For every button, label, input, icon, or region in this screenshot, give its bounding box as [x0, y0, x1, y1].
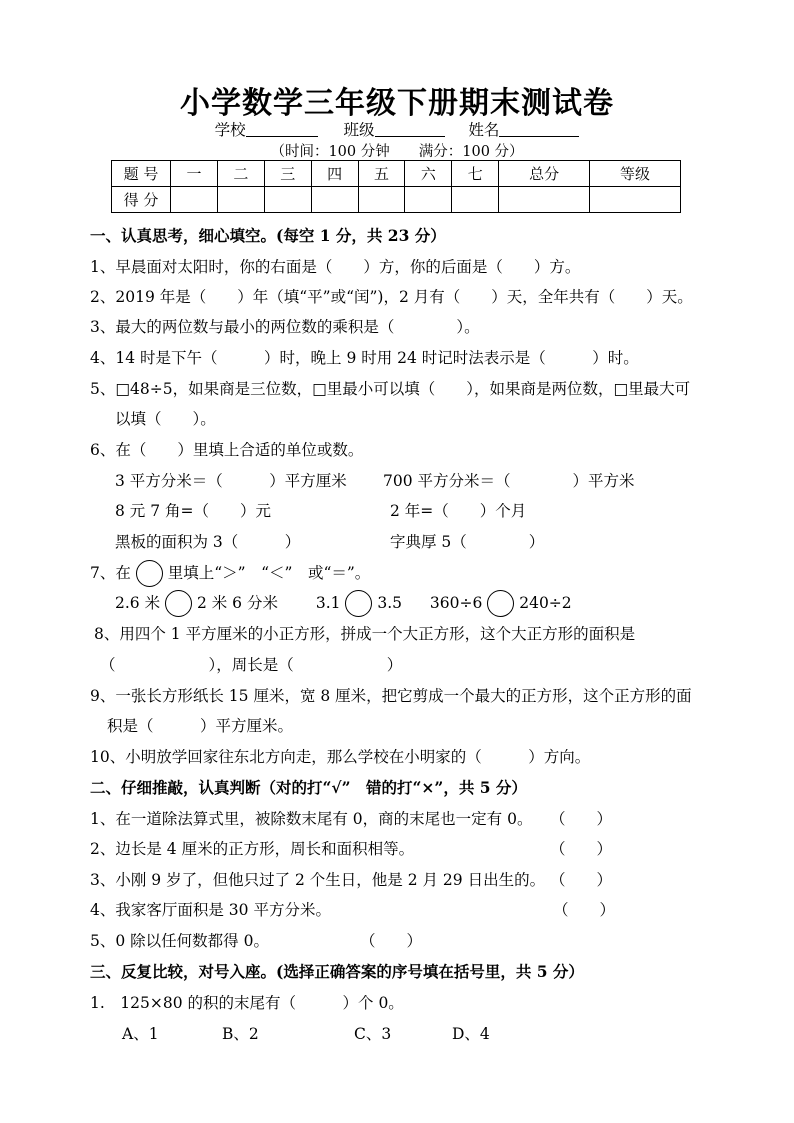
compare-right: 240÷2 [519, 594, 572, 612]
question: 5、0 除以任何数都得 0。 [90, 932, 269, 950]
question: 1、早晨面对太阳时，你的右面是（ ）方，你的后面是（ ）方。 [90, 258, 581, 276]
time-score-note: （时间：100 分钟 满分：100 分） [270, 144, 524, 160]
score-table [111, 160, 681, 213]
question: 2、2019 年是（ ）年（填“平”或“闰”)，2 月有（ ）天，全年共有（ ）天。 [90, 288, 693, 306]
score-entry-cell[interactable] [358, 187, 405, 213]
score-table-cell: 一 [171, 161, 218, 187]
option: B、2 [222, 1025, 259, 1043]
section1-header: 一、认真思考，细心填空。(每空 1 分，共 23 分） [90, 226, 446, 245]
compare-left: 3.1 [315, 594, 341, 612]
score-table-cell: 七 [452, 161, 499, 187]
answer-paren[interactable]: （ ） [360, 932, 423, 950]
score-entry-cell[interactable] [171, 187, 218, 213]
compare-right: 3.5 [377, 594, 403, 612]
option: A、1 [122, 1025, 159, 1043]
score-table-cell: 等级 [590, 161, 681, 187]
question: 8、用四个 1 平方厘米的小正方形，拼成一个大正方形，这个大正方形的面积是 [94, 625, 636, 643]
question: 9、一张长方形纸长 15 厘米，宽 8 厘米，把它剪成一个最大的正方形，这个正方形的面 [90, 687, 692, 705]
class-label: 班级 [343, 121, 375, 139]
compare-left: 2.6 米 [115, 594, 161, 612]
question: 2、边长是 4 厘米的正方形，周长和面积相等。 [90, 840, 415, 858]
option: D、4 [452, 1025, 490, 1043]
score-entry-cell[interactable] [217, 187, 264, 213]
sub-question: 字典厚 5（ ） [390, 533, 545, 551]
question: 10、小明放学回家往东北方向走，那么学校在小明家的（ ）方向。 [90, 748, 591, 766]
question: 3、最大的两位数与最小的两位数的乘积是（ ）。 [90, 318, 480, 336]
question-continued: 以填（ ）。 [115, 410, 216, 428]
question-continued: （ ），周长是（ ） [100, 656, 403, 674]
question-continued: 积是（ ）平方厘米。 [107, 717, 294, 735]
answer-circle[interactable] [487, 590, 514, 617]
section2-header: 二、仔细推敲，认真判断（对的打“√” 错的打“×”，共 5 分） [90, 778, 527, 797]
sub-question: 700 平方分米＝（ ）平方米 [383, 472, 635, 490]
question [90, 560, 370, 587]
comparison-circle-icon [136, 560, 163, 587]
sub-question: 黑板的面积为 3（ ） [115, 533, 301, 551]
score-entry-cell[interactable] [405, 187, 452, 213]
answer-paren[interactable]: （ ） [550, 840, 613, 858]
score-entry-cell[interactable] [590, 187, 681, 213]
score-table-cell: 题 号 [112, 161, 171, 187]
sub-question: 3 平方分米＝（ ）平方厘米 [115, 472, 347, 490]
score-table-cell: 二 [217, 161, 264, 187]
score-entry-cell[interactable] [499, 187, 590, 213]
answer-circle[interactable] [165, 590, 192, 617]
score-table-cell: 五 [358, 161, 405, 187]
q7-prefix: 7、在 [90, 564, 131, 582]
answer-paren[interactable]: （ ） [550, 871, 613, 889]
student-info-line [0, 118, 794, 140]
score-table-cell: 三 [264, 161, 311, 187]
question: 1. 125×80 的积的末尾有（ ）个 0。 [90, 994, 404, 1012]
class-blank [375, 121, 445, 137]
school-blank [246, 121, 318, 137]
school-label: 学校 [214, 121, 246, 139]
answer-circle[interactable] [345, 590, 372, 617]
question: 6、在（ ）里填上合适的单位或数。 [90, 441, 364, 459]
score-table-cell: 得 分 [112, 187, 171, 213]
name-blank [499, 121, 579, 137]
score-table-score-row [112, 187, 681, 213]
option: C、3 [354, 1025, 392, 1043]
score-entry-cell[interactable] [311, 187, 358, 213]
question: 5、□48÷5，如果商是三位数，□里最小可以填（ ），如果商是两位数，□里最大可 [90, 380, 691, 398]
sub-question: 2 年=（ ）个月 [390, 502, 527, 520]
score-table-cell: 总分 [499, 161, 590, 187]
question: 4、我家客厅面积是 30 平方分米。 [90, 901, 331, 919]
page-title: 小学数学三年级下册期末测试卷 [180, 86, 614, 121]
compare-right: 2 米 6 分米 [196, 594, 278, 612]
question: 3、小刚 9 岁了，但他只过了 2 个生日，他是 2 月 29 日出生的。 [90, 871, 546, 889]
section3-header: 三、反复比较，对号入座。(选择正确答案的序号填在括号里，共 5 分） [90, 962, 584, 981]
score-entry-cell[interactable] [264, 187, 311, 213]
question: 4、14 时是下午（ ）时，晚上 9 时用 24 时记时法表示是（ ）时。 [90, 349, 639, 367]
score-table-header-row [112, 161, 681, 187]
score-table-cell: 六 [405, 161, 452, 187]
answer-paren[interactable]: （ ） [550, 810, 613, 828]
q7-suffix: 里填上“＞” “＜” 或“＝”。 [167, 564, 371, 582]
sub-question: 8 元 7 角=（ ）元 [115, 502, 271, 520]
question: 1、在一道除法算式里，被除数末尾有 0，商的末尾也一定有 0。 [90, 810, 533, 828]
compare-left: 360÷6 [429, 594, 483, 612]
name-label: 姓名 [468, 121, 500, 139]
comparison-row [115, 590, 572, 617]
score-table-cell: 四 [311, 161, 358, 187]
score-entry-cell[interactable] [452, 187, 499, 213]
answer-paren[interactable]: （ ） [553, 901, 616, 919]
